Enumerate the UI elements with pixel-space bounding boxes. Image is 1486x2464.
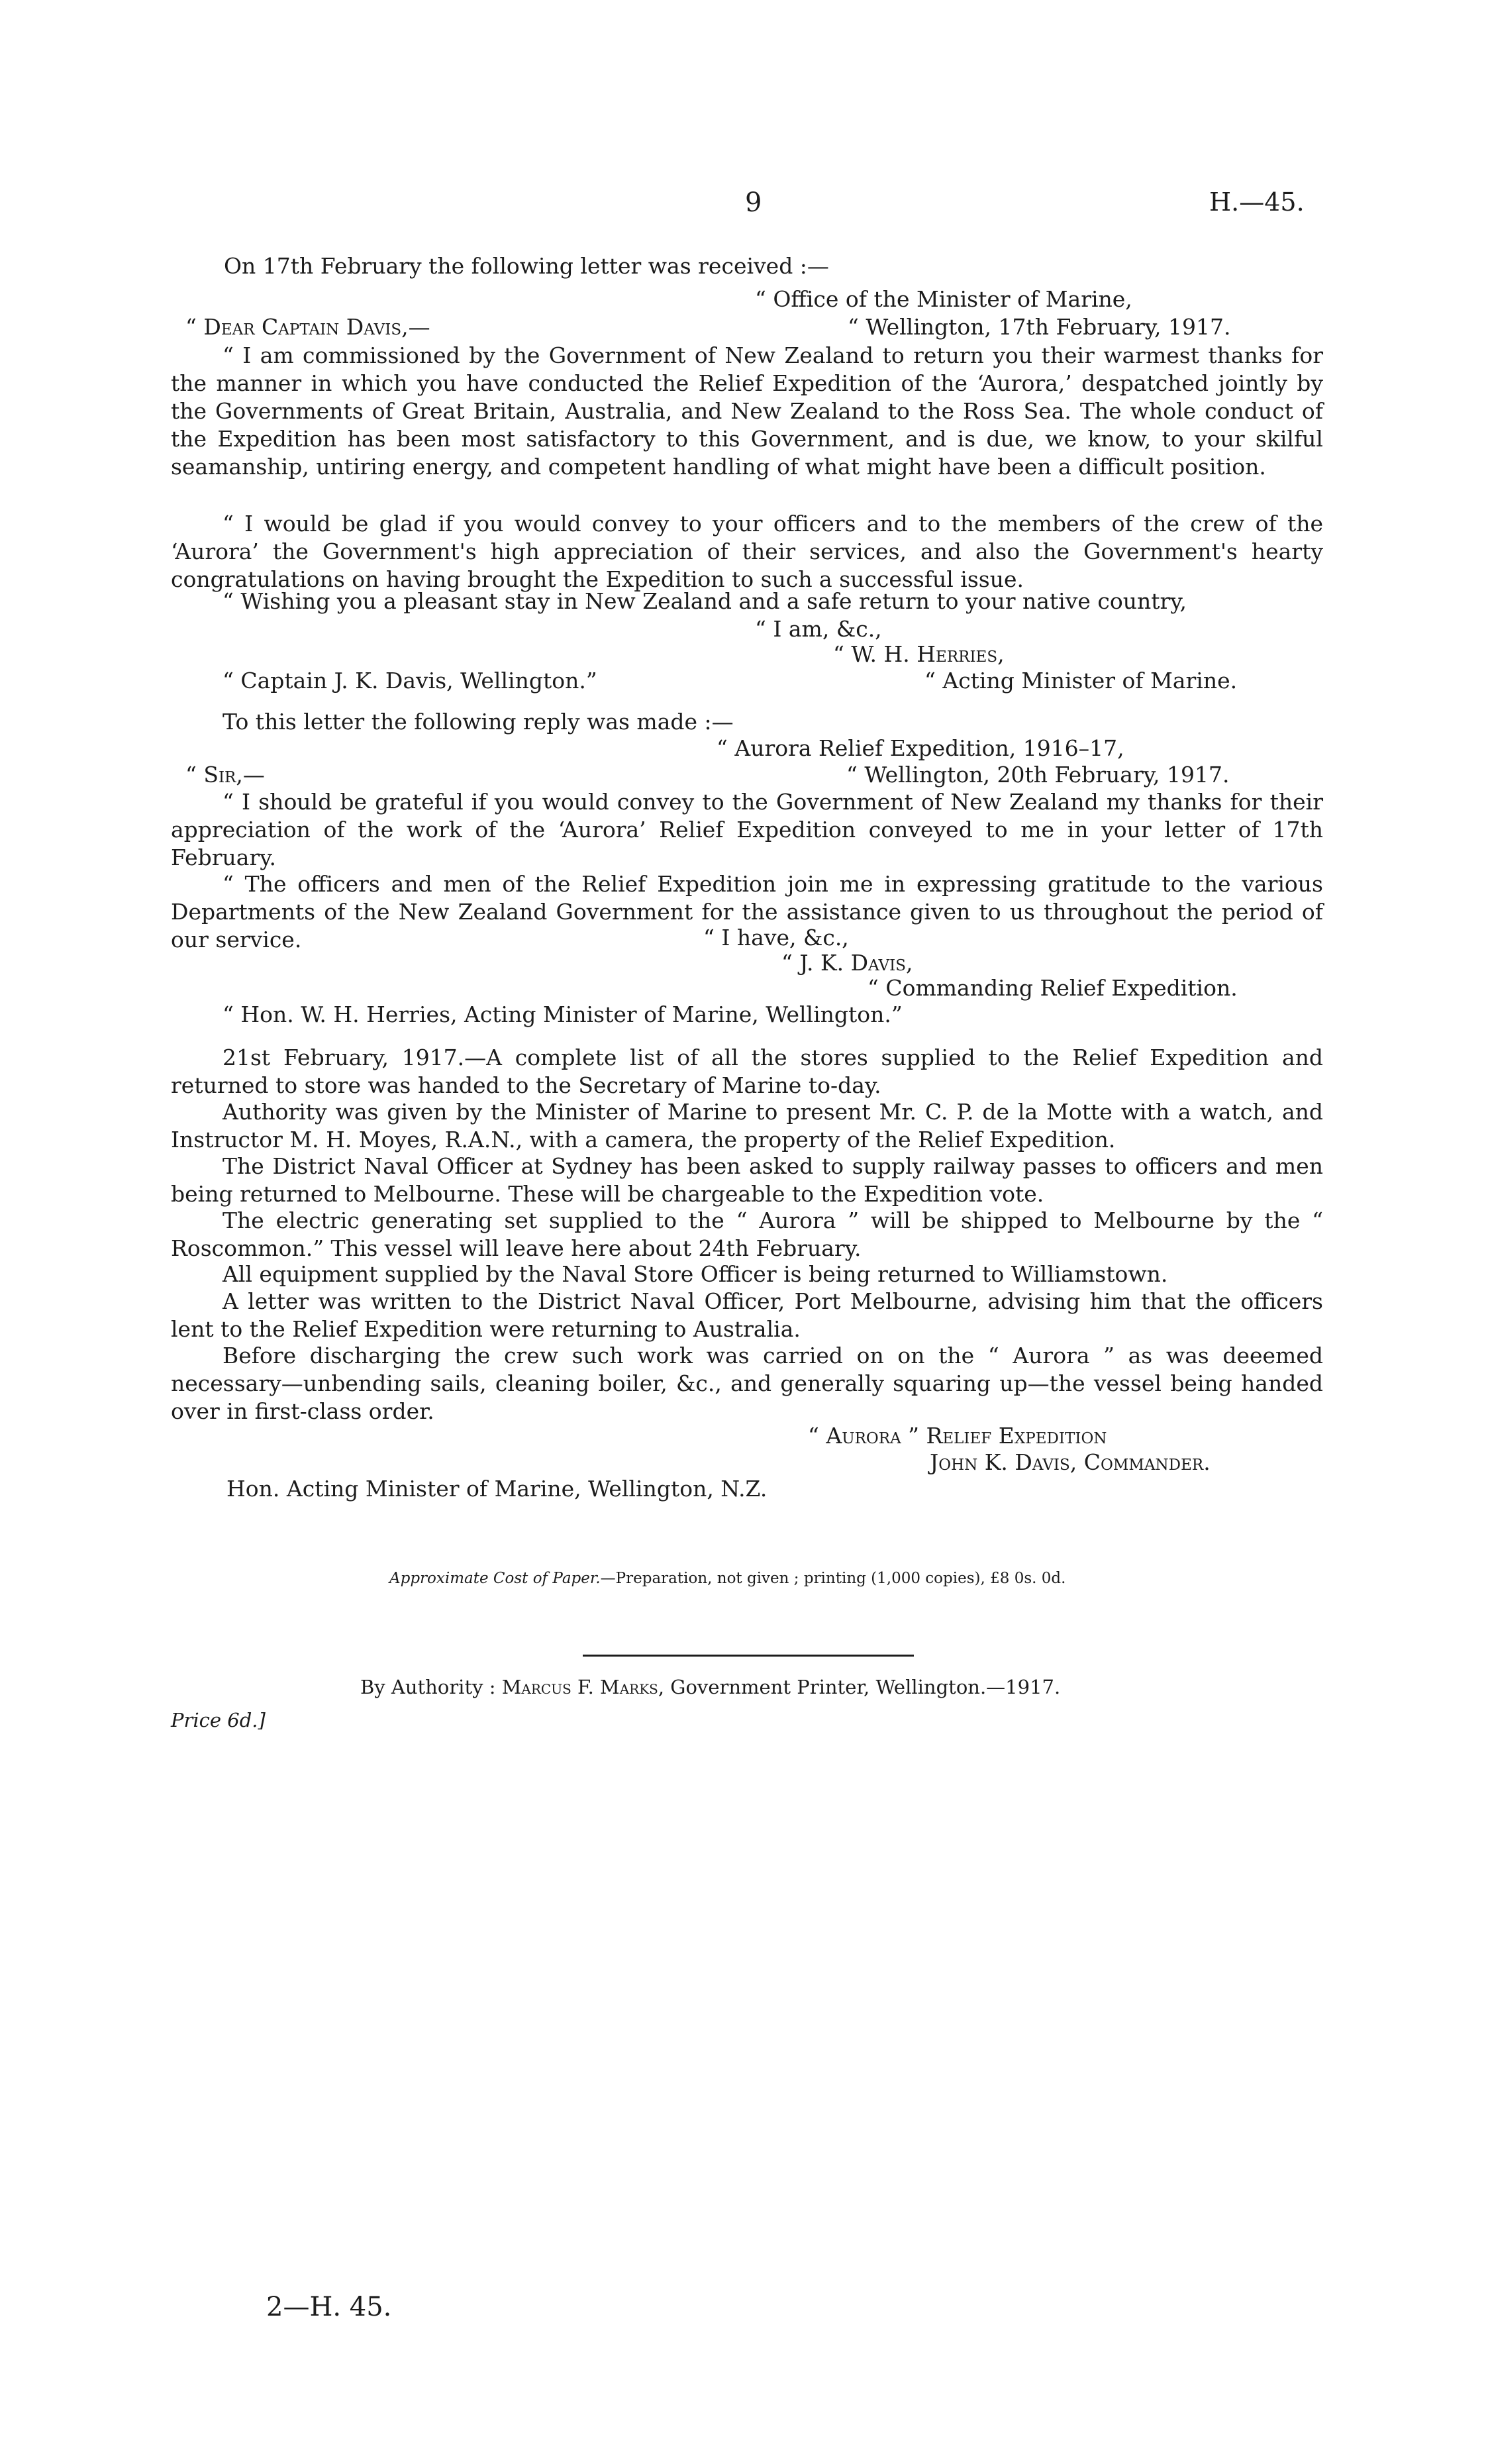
letter2-place-date: “ Wellington, 20th February, 1917. bbox=[846, 762, 1230, 788]
signature-name: John K. Davis, Commander. bbox=[930, 1449, 1211, 1475]
report-recipient: Hon. Acting Minister of Marine, Wellington, N.Z. bbox=[226, 1476, 768, 1502]
log-paragraph-6-text: A letter was written to the District Naval Officer, Port Melbourne, advising him that the officers lent to the Relief Expedition were returning to Australia. bbox=[171, 1288, 1323, 1342]
letter2-closing: “ I have, &c., bbox=[703, 925, 849, 950]
letter2-signatory-title: “ Commanding Relief Expedition. bbox=[867, 975, 1238, 1001]
log-paragraph-4 bbox=[171, 1207, 1323, 1262]
letter2-paragraph-2-text: “ The officers and men of the Relief Expedition join me in expressing gratitude to the various Departments of the New Zealand Government for the assistance given to us throughout the period of our service. bbox=[171, 871, 1323, 952]
sheet-signature-mark: 2—H. 45. bbox=[266, 2292, 392, 2322]
log-paragraph-3-text: The District Naval Officer at Sydney has been asked to supply railway passes to officers and men being returned to Melbourne. These will be chargeable to the Expedition vote. bbox=[171, 1153, 1323, 1207]
letter2-header: “ Aurora Relief Expedition, 1916–17, bbox=[717, 735, 1124, 761]
letter2-addressee: “ Hon. W. H. Herries, Acting Minister of Marine, Wellington.” bbox=[223, 1001, 903, 1027]
authority-suffix: , Government Printer, Wellington.—1917. bbox=[658, 1676, 1061, 1698]
price-note: Price 6d.] bbox=[171, 1709, 266, 1731]
log-paragraph-2 bbox=[171, 1098, 1323, 1154]
log-paragraph-4-text: The electric generating set supplied to the “ Aurora ” will be shipped to Melbourne by the “ Roscommon.” This vessel will leave here about 24th February. bbox=[171, 1207, 1323, 1261]
letter1-paragraph-3: “ Wishing you a pleasant stay in New Zealand and a safe return to your native country, bbox=[223, 588, 1187, 614]
log-paragraph-6 bbox=[171, 1288, 1323, 1343]
letter2-intro: To this letter the following reply was made :— bbox=[223, 709, 734, 735]
letter1-salutation: “ Dear Captain Davis,— bbox=[185, 314, 430, 340]
log-paragraph-7 bbox=[171, 1342, 1323, 1425]
letter2-paragraph-1 bbox=[171, 788, 1323, 872]
log-paragraph-3 bbox=[171, 1153, 1323, 1208]
printer-authority-line bbox=[360, 1676, 1060, 1698]
log-paragraph-7-text: Before discharging the crew such work was carried on on the “ Aurora ” as was deeemed necessary—unbending sails, cleaning boiler, &c., and generally squaring up—the vessel being handed over in first-class order. bbox=[171, 1343, 1323, 1424]
letter1-paragraph-2-text: “ I would be glad if you would convey to your officers and to the members of the crew of the ‘Aurora’ the Government's high appreciation of their services, and also the Government's hearty congratulations on having brought the Expedition to such a successful issue. bbox=[171, 511, 1323, 592]
document-code: H.—45. bbox=[1209, 187, 1305, 217]
cost-label: Approximate Cost of Paper. bbox=[389, 1570, 601, 1587]
authority-prefix: By Authority : bbox=[360, 1676, 496, 1698]
page-number: 9 bbox=[745, 187, 762, 218]
letter1-signatory-title: “ Acting Minister of Marine. bbox=[924, 668, 1238, 693]
log-paragraph-5: All equipment supplied by the Naval Store Officer is being returned to Williamstown. bbox=[223, 1261, 1168, 1287]
letter1-addressee: “ Captain J. K. Davis, Wellington.” bbox=[223, 668, 597, 693]
letter1-paragraph-1 bbox=[171, 342, 1323, 509]
cost-text: —Preparation, not given ; printing (1,000 copies), £8 0s. 0d. bbox=[600, 1570, 1066, 1587]
cost-of-paper-note bbox=[389, 1570, 1065, 1587]
signature-organisation: “ Aurora ” Relief Expedition bbox=[808, 1423, 1107, 1449]
footer-divider bbox=[583, 1655, 914, 1657]
letter1-paragraph-1-text: “ I am commissioned by the Government of New Zealand to return you their warmest thanks for the manner in which you have conducted the Relief Expedition of the ‘Aurora,’ despatched jointly by the Governments of Great Britain, Australia, and New Zealand to the Ross Sea. The whole conduct of the Expedition has been most satisfactory to this Government, and is due, we know, to your skilful seamanship, untiring energy, and competent handling of what might have been a difficult position. bbox=[171, 342, 1323, 480]
letter2-paragraph-1-text: “ I should be grateful if you would convey to the Government of New Zealand my thanks for their appreciation of the work of the ‘Aurora’ Relief Expedition conveyed to me in your letter of 17th February. bbox=[171, 789, 1323, 870]
letter1-place-date: “ Wellington, 17th February, 1917. bbox=[848, 314, 1231, 340]
letter1-signature: “ W. H. Herries, bbox=[833, 641, 1005, 667]
log-paragraph-1 bbox=[171, 1044, 1323, 1100]
log-paragraph-1-text: 21st February, 1917.—A complete list of all the stores supplied to the Relief Expedition and returned to store was handed to the Secretary of Marine to-day. bbox=[171, 1045, 1323, 1098]
printer-name: Marcus F. Marks bbox=[501, 1676, 658, 1698]
log-paragraph-2-text: Authority was given by the Minister of Marine to present Mr. C. P. de la Motte with a watch, and Instructor M. H. Moyes, R.A.N., with a camera, the property of the Relief Expedition. bbox=[171, 1099, 1323, 1153]
letter1-paragraph-2 bbox=[171, 510, 1323, 593]
letter2-signature: “ J. K. Davis, bbox=[781, 950, 913, 976]
letter1-office: “ Office of the Minister of Marine, bbox=[755, 286, 1132, 312]
letter2-salutation: “ Sir,— bbox=[185, 762, 265, 788]
letter1-intro: On 17th February the following letter was received :— bbox=[224, 253, 829, 279]
letter1-closing: “ I am, &c., bbox=[755, 616, 882, 642]
